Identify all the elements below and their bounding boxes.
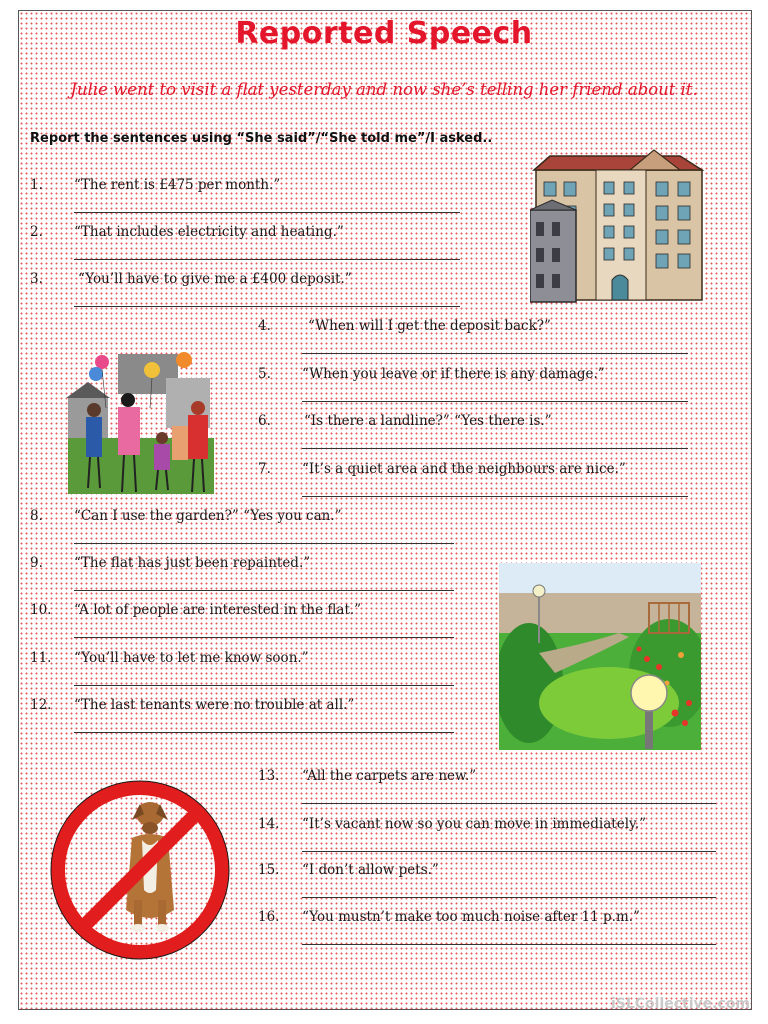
neighbours-party-image <box>66 348 216 498</box>
question-number: 3. <box>30 271 43 287</box>
question-text: “A lot of people are interested in the flat.” <box>74 602 362 618</box>
question-text: “Is there a landline?” “Yes there is.” <box>304 413 552 429</box>
page-subtitle: Julie went to visit a flat yesterday and now she’s telling her friend about it. <box>70 80 698 99</box>
question-text: “That includes electricity and heating.” <box>74 224 344 240</box>
question-number: 7. <box>258 461 271 477</box>
answer-line[interactable] <box>74 306 460 307</box>
question-text: “It’s a quiet area and the neighbours are nice.” <box>302 461 626 477</box>
question-number: 15. <box>258 862 280 878</box>
question-number: 13. <box>258 768 280 784</box>
answer-line[interactable] <box>74 543 454 544</box>
answer-line[interactable] <box>302 803 716 804</box>
garden-image <box>499 563 701 750</box>
answer-line[interactable] <box>74 212 460 213</box>
apartment-building-image <box>530 148 706 304</box>
answer-line[interactable] <box>302 944 716 945</box>
answer-line[interactable] <box>302 448 688 449</box>
question-text: “When will I get the deposit back?” <box>308 318 551 334</box>
answer-line[interactable] <box>74 637 454 638</box>
answer-line[interactable] <box>302 851 716 852</box>
question-number: 4. <box>258 318 271 334</box>
question-number: 16. <box>258 909 280 925</box>
question-number: 1. <box>30 177 43 193</box>
question-text: “Can I use the garden?” “Yes you can.” <box>74 508 342 524</box>
question-number: 5. <box>258 366 271 382</box>
question-text: “The flat has just been repainted.” <box>74 555 311 571</box>
question-number: 6. <box>258 413 271 429</box>
question-number: 11. <box>30 650 52 666</box>
answer-line[interactable] <box>74 259 460 260</box>
question-text: “I don’t allow pets.” <box>302 862 439 878</box>
page-title: Reported Speech <box>235 16 533 51</box>
question-text: “You’ll have to give me a £400 deposit.” <box>78 271 352 287</box>
answer-line[interactable] <box>74 732 454 733</box>
question-number: 8. <box>30 508 43 524</box>
no-pets-sign-image <box>48 780 232 960</box>
site-watermark: iSLCollective.com <box>610 996 750 1012</box>
question-number: 14. <box>258 816 280 832</box>
question-number: 9. <box>30 555 43 571</box>
answer-line[interactable] <box>74 685 454 686</box>
question-text: “You’ll have to let me know soon.” <box>74 650 309 666</box>
question-text: “The last tenants were no trouble at all.” <box>74 697 355 713</box>
answer-line[interactable] <box>302 353 688 354</box>
question-text: “When you leave or if there is any damage.” <box>302 366 605 382</box>
question-text: “All the carpets are new.” <box>302 768 477 784</box>
answer-line[interactable] <box>302 897 716 898</box>
instructions: Report the sentences using “She said”/“She told me”/I asked.. <box>30 131 493 146</box>
question-number: 10. <box>30 602 52 618</box>
question-number: 2. <box>30 224 43 240</box>
answer-line[interactable] <box>302 401 688 402</box>
answer-line[interactable] <box>74 590 454 591</box>
question-number: 12. <box>30 697 52 713</box>
question-text: “You mustn’t make too much noise after 11 p.m.” <box>302 909 640 925</box>
question-text: “It’s vacant now so you can move in immediately.” <box>302 816 647 832</box>
question-text: “The rent is £475 per month.” <box>74 177 281 193</box>
answer-line[interactable] <box>302 496 688 497</box>
